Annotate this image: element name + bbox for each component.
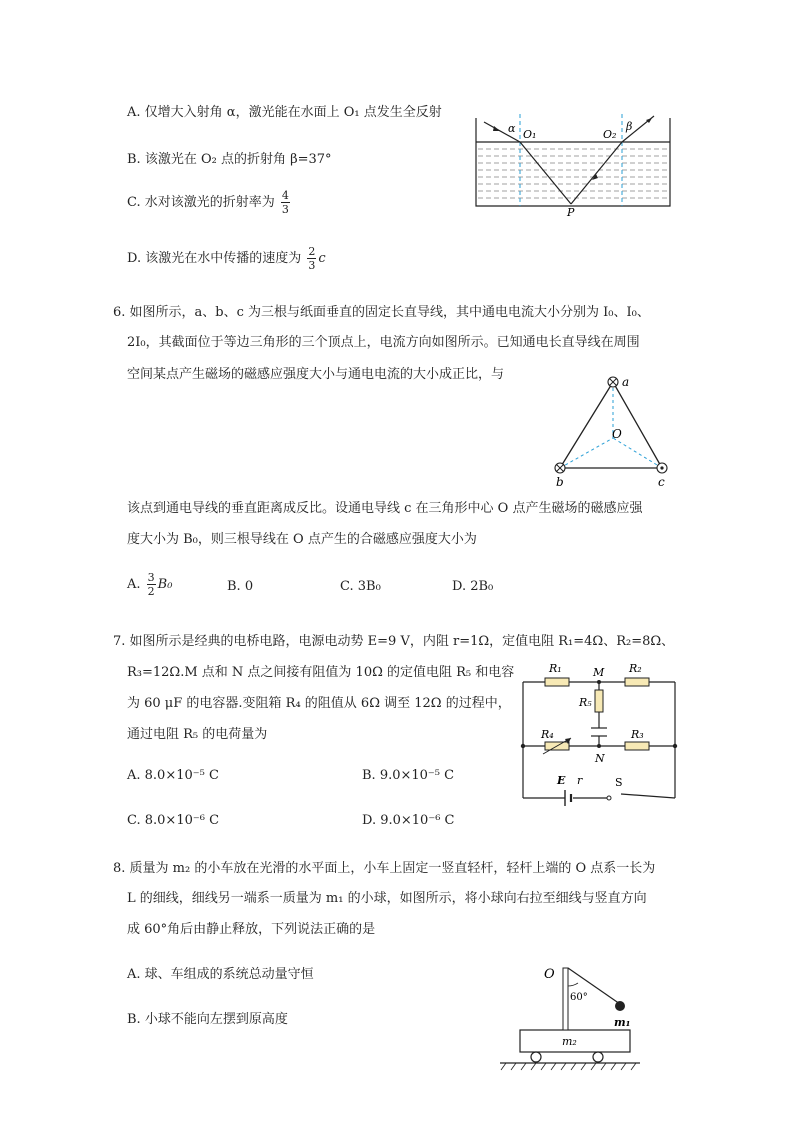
label-m1: m₁ — [614, 1016, 631, 1029]
tank-outline — [476, 118, 670, 206]
label-o: O — [544, 967, 555, 982]
q6-option-c: C. 3B₀ — [340, 579, 381, 594]
q5-option-d: D. 该激光在水中传播的速度为 $\frac{2}{3}$ c — [127, 245, 326, 272]
label-r: r — [577, 774, 583, 787]
label-o: O — [612, 427, 622, 441]
q8-pendulum-cart-figure — [500, 960, 650, 1075]
label-r5: R₅ — [579, 696, 592, 709]
q7-bridge-circuit-figure — [515, 656, 685, 806]
q7-stem-line2: R₃=12Ω.M 点和 N 点之间接有阻值为 10Ω 的定值电阻 R₅ 和电容 — [127, 665, 515, 680]
alpha-label: α — [508, 122, 516, 135]
fraction: $\frac{4}{3}$ — [281, 189, 289, 216]
p-label: P — [567, 206, 575, 218]
beta-label: β — [626, 120, 633, 133]
label-s: S — [615, 776, 623, 789]
q8-option-a: A. 球、车组成的系统总动量守恒 — [127, 967, 314, 982]
o1-label: O₁ — [523, 128, 537, 141]
q7-stem-line3: 为 60 μF 的电容器.变阻箱 R₄ 的阻值从 6Ω 调至 12Ω 的过程中， — [127, 696, 511, 711]
vertical-rod — [563, 968, 568, 1030]
switch-s — [607, 796, 611, 800]
label-r4: R₄ — [541, 728, 554, 741]
ground-hatching — [501, 1063, 636, 1070]
resistor-r1 — [545, 678, 569, 686]
label-c: c — [658, 475, 665, 489]
q7-stem-line1: 7. 如图所示是经典的电桥电路，电源电动势 E=9 V，内阻 r=1Ω，定值电阻 R₁=4Ω、R₂=8Ω、 — [113, 634, 675, 649]
resistor-r5 — [595, 690, 603, 712]
water-hatching — [478, 149, 668, 198]
q6-triangle-wires-figure — [550, 372, 680, 492]
q7-option-b: B. 9.0×10⁻⁵ C — [362, 768, 455, 783]
q5-option-a: A. 仅增大入射角 α，激光能在水面上 O₁ 点发生全反射 — [127, 105, 442, 120]
q6-stem-line2: 2I₀，其截面位于等边三角形的三个顶点上，电流方向如图所示。已知通电长直导线在周围 — [127, 335, 640, 350]
refracted-ray-down — [520, 142, 571, 204]
q6-stem-line1: 6. 如图所示，a、b、c 为三根与纸面垂直的固定长直导线，其中通电电流大小分别为 I₀、I₀、 — [113, 305, 650, 320]
label-a: a — [622, 375, 630, 389]
fraction: $\frac{3}{2}$ — [147, 571, 155, 598]
wire-a-into-page — [608, 377, 618, 387]
ball-m1 — [615, 1001, 625, 1011]
q8-option-b: B. 小球不能向左摆到原高度 — [127, 1012, 288, 1027]
cart-wheel-right — [593, 1052, 603, 1062]
resistor-r3 — [625, 742, 649, 750]
q6-option-b: B. 0 — [227, 579, 254, 594]
q5-water-tank-figure — [470, 108, 680, 218]
label-b: b — [556, 475, 564, 489]
q5-option-c: C. 水对该激光的折射率为 $\frac{4}{3}$ — [127, 189, 289, 216]
q6-option-a: A. $\frac{3}{2}$ B₀ — [127, 571, 173, 598]
q7-option-a: A. 8.0×10⁻⁵ C — [127, 768, 219, 783]
wire-b-into-page — [555, 463, 565, 473]
equilateral-triangle — [560, 382, 662, 468]
q6-stem-line4: 该点到通电导线的垂直距离成反比。设通电导线 c 在三角形中心 O 点产生磁场的磁感应强 — [127, 501, 643, 516]
label-e: E — [557, 774, 566, 787]
label-m: M — [593, 666, 605, 679]
label-r1: R₁ — [549, 662, 562, 675]
q7-option-d: D. 9.0×10⁻⁶ C — [362, 813, 455, 828]
fraction: $\frac{2}{3}$ — [308, 245, 316, 272]
o2-label: O₂ — [603, 128, 617, 141]
label-m2: m₂ — [562, 1035, 577, 1048]
reflected-ray-up — [571, 142, 622, 204]
wire-c-out-of-page — [657, 463, 667, 473]
q5-option-b: B. 该激光在 O₂ 点的折射角 β=37° — [127, 152, 332, 167]
label-r2: R₂ — [629, 662, 642, 675]
angle-arc — [568, 983, 578, 986]
q7-option-c: C. 8.0×10⁻⁶ C — [127, 813, 220, 828]
q6-option-d: D. 2B₀ — [452, 579, 494, 594]
q8-stem-line3: 成 60°角后由静止释放，下列说法正确的是 — [127, 922, 376, 937]
label-n: N — [595, 752, 605, 765]
q7-stem-line4: 通过电阻 R₅ 的电荷量为 — [127, 727, 268, 742]
q8-stem-line1: 8. 质量为 m₂ 的小车放在光滑的水平面上，小车上固定一竖直轻杆，轻杆上端的 O 点系一长为 — [113, 861, 656, 876]
q8-stem-line2: L 的细线，细线另一端系一质量为 m₁ 的小球，如图所示，将小球向右拉至细线与竖直方向 — [127, 891, 647, 906]
q6-stem-line5: 度大小为 B₀，则三根导线在 O 点产生的合磁感应强度大小为 — [127, 532, 477, 547]
label-angle: 60° — [570, 992, 588, 1003]
center-lines — [560, 382, 662, 468]
resistor-r2 — [625, 678, 649, 686]
q6-stem-line3: 空间某点产生磁场的磁感应强度大小与通电电流的大小成正比，与 — [127, 367, 505, 382]
cart-wheel-left — [531, 1052, 541, 1062]
label-r3: R₃ — [631, 728, 644, 741]
